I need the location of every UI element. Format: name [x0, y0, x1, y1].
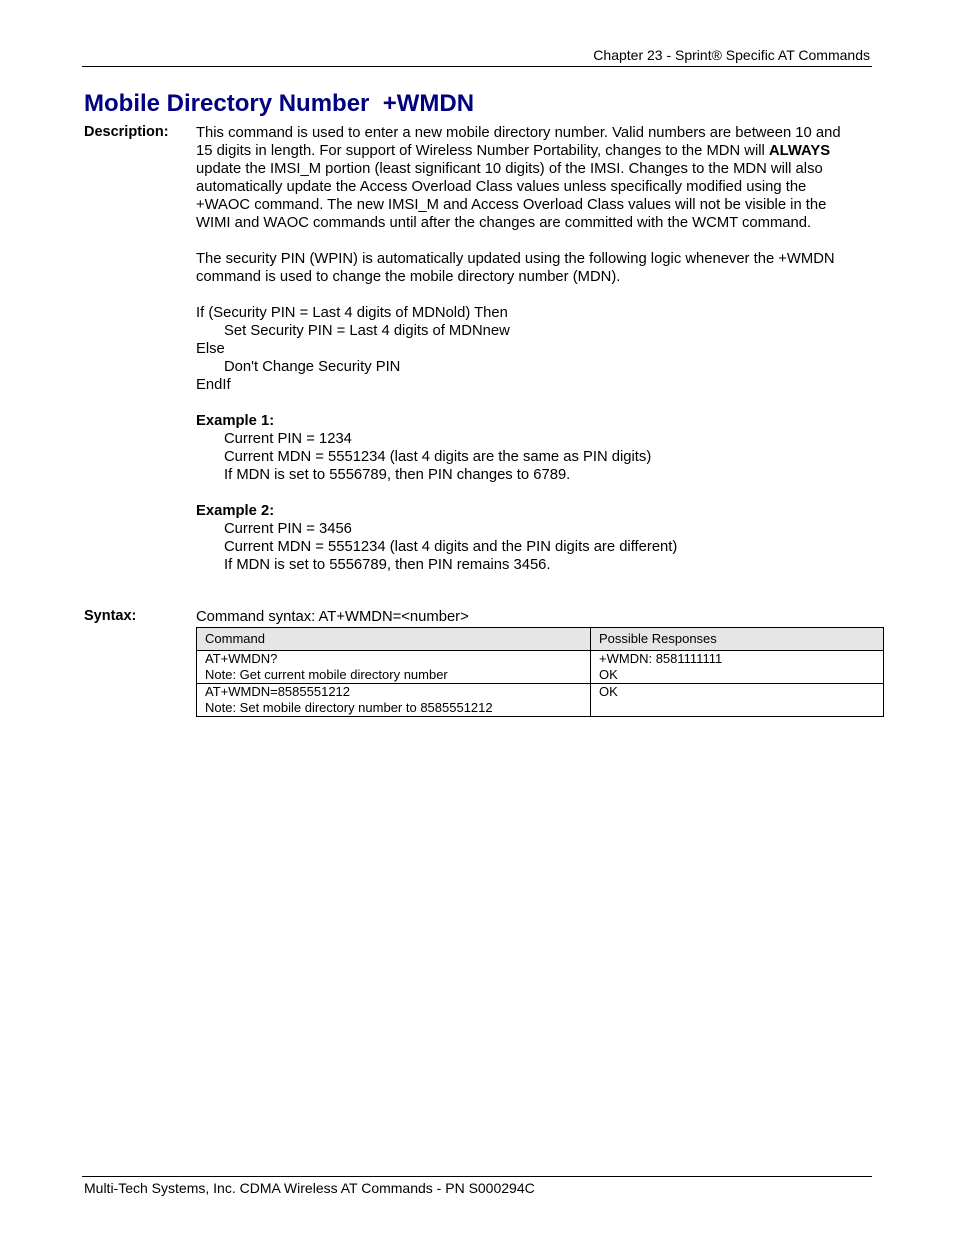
command-text: AT+WMDN? — [205, 651, 278, 666]
command-text: AT+WMDN=8585551212 — [205, 684, 351, 699]
para1-emphasis: ALWAYS — [768, 143, 831, 159]
response-text: OK — [599, 684, 618, 699]
para1-text-a: This command is used to enter a new mobile directory number. Valid numbers are between 10 and 15 digits in length. For support of Wireless Number Portability, changes to the MDN will — [196, 125, 841, 159]
command-cell — [197, 651, 591, 684]
description-paragraph-1 — [196, 124, 846, 232]
para1-text-b: update the IMSI_M portion (least significant 10 digits) of the IMSI. Changes to the MDN will also automatically update the Access Overload Class values unless specifically modified using the +WAOC command. The new IMSI_M and Access Overload Class values will not be visible in the WIMI and WAOC commands until after the changes are committed with the WCMT command. — [196, 161, 827, 231]
example-2-line: Current MDN = 5551234 (last 4 digits and the PIN digits are different) — [224, 539, 678, 555]
logic-line: Else — [196, 341, 225, 357]
description-paragraph-2: The security PIN (WPIN) is automatically updated using the following logic whenever the +WMDN command is used to change the mobile directory number (MDN). — [196, 251, 835, 285]
logic-line: If (Security PIN = Last 4 digits of MDNold) Then — [196, 305, 508, 321]
example-2-line: Current PIN = 3456 — [224, 521, 352, 537]
table-row — [197, 651, 884, 684]
syntax-line: Command syntax: AT+WMDN=<number> — [196, 609, 469, 625]
page-title: Mobile Directory Number +WMDN — [84, 90, 475, 117]
example-1-line: If MDN is set to 5556789, then PIN changes to 6789. — [224, 467, 571, 483]
page-footer: Multi-Tech Systems, Inc. CDMA Wireless AT Commands - PN S000294C — [84, 1180, 535, 1196]
command-cell — [197, 684, 591, 717]
example-2-line: If MDN is set to 5556789, then PIN remains 3456. — [224, 557, 551, 573]
logic-line: Set Security PIN = Last 4 digits of MDNnew — [224, 323, 510, 339]
logic-line: Don't Change Security PIN — [224, 359, 401, 375]
example-1-heading: Example 1: — [196, 413, 275, 429]
table-row — [197, 684, 884, 717]
command-note: Note: Set mobile directory number to 8585551212 — [205, 700, 493, 715]
header-divider — [82, 66, 872, 67]
example-1-line: Current PIN = 1234 — [224, 431, 352, 447]
footer-divider — [82, 1176, 872, 1177]
command-note: Note: Get current mobile directory number — [205, 667, 448, 682]
syntax-label: Syntax: — [84, 608, 137, 624]
page-header: Chapter 23 - Sprint® Specific AT Commands — [593, 47, 870, 63]
response-text: +WMDN: 8581111111 — [599, 651, 723, 666]
column-header-responses: Possible Responses — [591, 628, 884, 651]
response-cell — [591, 684, 884, 717]
table-header-row — [197, 628, 884, 651]
example-1-line: Current MDN = 5551234 (last 4 digits are the same as PIN digits) — [224, 449, 652, 465]
logic-line: EndIf — [196, 377, 231, 393]
description-body — [196, 124, 846, 574]
example-2-heading: Example 2: — [196, 503, 275, 519]
column-header-command: Command — [197, 628, 591, 651]
command-table — [196, 627, 884, 717]
response-cell — [591, 651, 884, 684]
response-text: OK — [599, 667, 618, 682]
description-label: Description: — [84, 124, 169, 140]
